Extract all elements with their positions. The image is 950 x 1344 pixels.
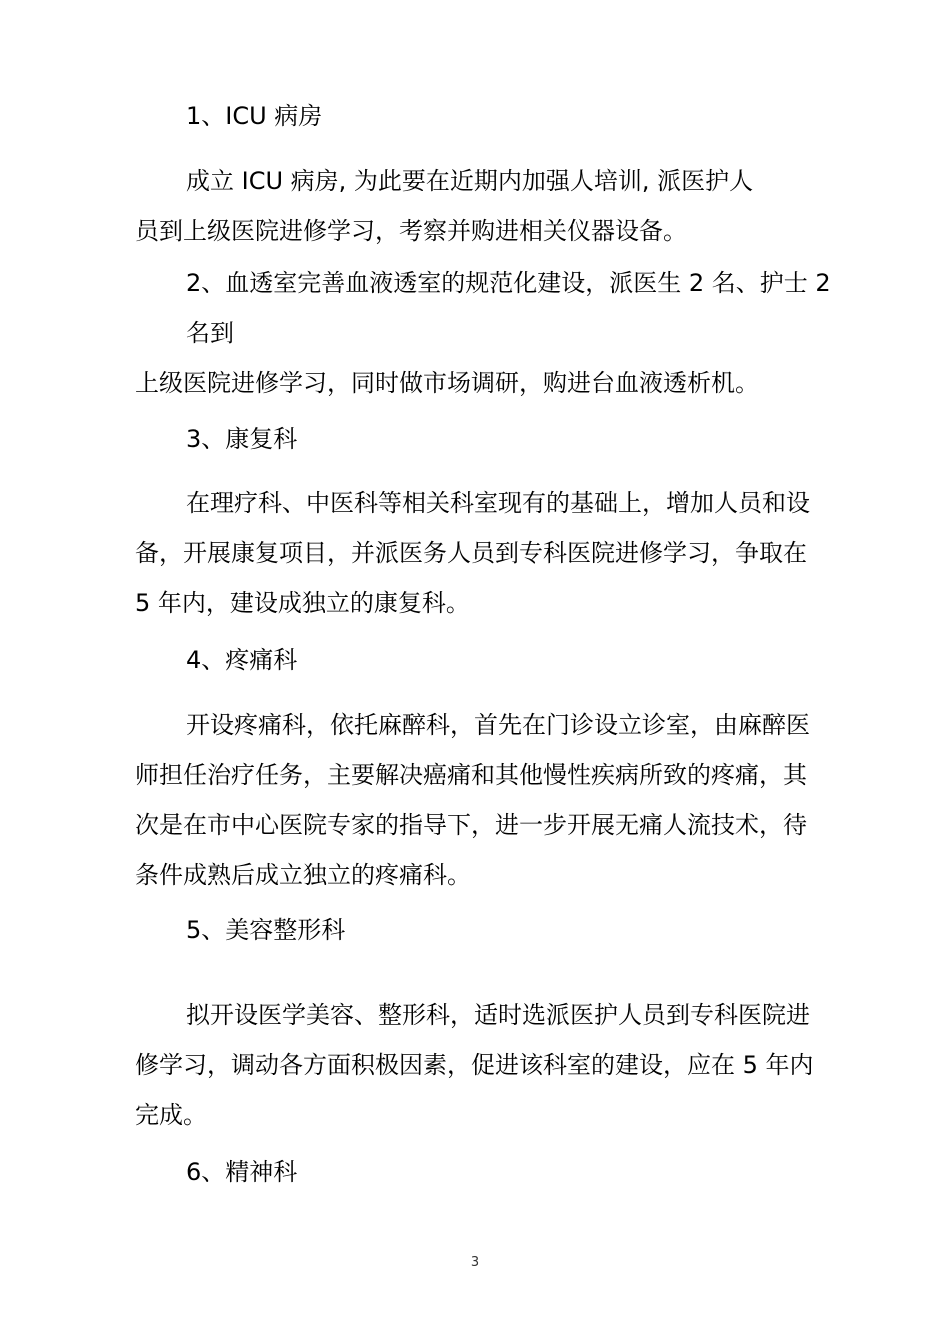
- section-heading: 5、美容整形科: [186, 916, 346, 944]
- paragraph-line: 修学习，调动各方面积极因素，促进该科室的建设，应在 5 年内: [135, 1051, 814, 1079]
- paragraph-line: 开设疼痛科，依托麻醉科，首先在门诊设立诊室，由麻醉医: [186, 711, 810, 739]
- paragraph-line: 上级医院进修学习，同时做市场调研，购进台血液透析机。: [135, 369, 759, 397]
- paragraph-line: 条件成熟后成立独立的疼痛科。: [135, 861, 471, 889]
- section-heading: 3、康复科: [186, 425, 298, 453]
- paragraph-line: 成立 ICU 病房, 为此要在近期内加强人培训, 派医护人: [186, 167, 754, 195]
- paragraph-line: 5 年内，建设成独立的康复科。: [135, 589, 470, 617]
- paragraph-line: 备，开展康复项目，并派医务人员到专科医院进修学习，争取在: [135, 539, 807, 567]
- paragraph-line: 师担任治疗任务，主要解决癌痛和其他慢性疾病所致的疼痛，其: [135, 761, 807, 789]
- paragraph-line: 完成。: [135, 1101, 207, 1129]
- page-number: 3: [470, 1255, 480, 1270]
- section-heading: 6、精神科: [186, 1158, 298, 1186]
- paragraph-line: 拟开设医学美容、整形科，适时选派医护人员到专科医院进: [186, 1001, 810, 1029]
- section-heading: 4、疼痛科: [186, 646, 298, 674]
- paragraph-line: 员到上级医院进修学习，考察并购进相关仪器设备。: [135, 217, 687, 245]
- section-heading-continuation: 名到: [186, 319, 234, 347]
- section-heading: 2、血透室完善血液透室的规范化建设，派医生 2 名、护士 2: [186, 269, 831, 297]
- paragraph-line: 在理疗科、中医科等相关科室现有的基础上，增加人员和设: [186, 489, 810, 517]
- section-heading: 1、ICU 病房: [186, 102, 323, 130]
- paragraph-line: 次是在市中心医院专家的指导下，进一步开展无痛人流技术，待: [135, 811, 807, 839]
